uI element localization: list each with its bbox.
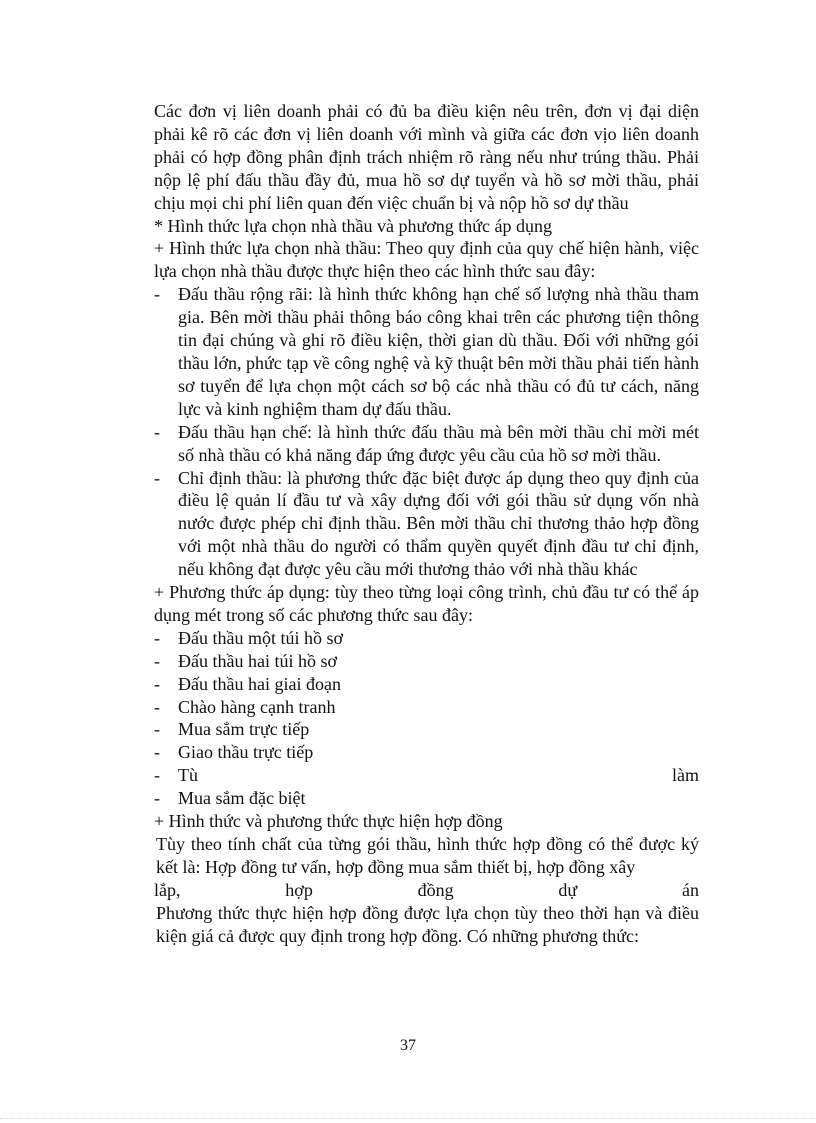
list-item	[154, 673, 699, 696]
list-item-text: Đấu thầu một túi hồ sơ	[178, 627, 344, 648]
list-item-text: Chào hàng cạnh tranh	[178, 696, 336, 717]
list-dash: -	[154, 719, 160, 740]
list-dash: -	[154, 627, 160, 648]
list-item	[154, 787, 699, 810]
spread-word: lắp,	[154, 879, 181, 900]
list-dash: -	[154, 673, 160, 694]
page-bottom-border	[0, 1118, 816, 1119]
list-item	[154, 696, 699, 719]
list-dash: -	[154, 284, 160, 305]
list-item-text: Giao thầu trực tiếp	[178, 742, 314, 763]
list-dash: -	[154, 765, 160, 786]
list-item-text: Chỉ định thầu: là phương thức đặc biệt được áp dụng theo quy định của điều lệ quản lí đầu tư và xây dựng đối với gói thầu sử dụng vốn nhà nước được phép chỉ định thầu. Bên mời thầu chỉ thương thảo hợp đồng với một nhà thầu do người có thẩm quyền quyết định đầu tư chỉ định, nếu không đạt được yêu cầu mới thương thảo với nhà thầu khác	[178, 467, 699, 580]
list-item	[154, 741, 699, 764]
section-heading-contract: + Hình thức và phương thức thực hiện hợp đồng	[154, 811, 503, 832]
list-dash: -	[154, 650, 160, 671]
document-page	[154, 100, 699, 948]
list-item	[154, 467, 699, 582]
list-item-text: Đấu thầu hai giai đoạn	[178, 673, 341, 694]
section-heading-forms: * Hình thức lựa chọn nhà thầu và phương thức áp dụng	[154, 215, 552, 236]
list-item	[154, 421, 699, 467]
spread-word: hợp	[285, 879, 313, 900]
paragraph-methods-intro: + Phương thức áp dụng: tùy theo từng loại công trình, chủ đầu tư có thể áp dụng mét trong số các phương thức sau đây:	[154, 582, 699, 625]
list-dash: -	[154, 421, 160, 442]
paragraph-contract-methods: Phương thức thực hiện hợp đồng được lựa chọn tùy theo thời hạn và điều kiện giá cả được quy định trong hợp đồng. Có những phương thức:	[156, 902, 699, 946]
list-dash: -	[154, 742, 160, 763]
spread-word: đồng	[417, 879, 454, 900]
list-item	[154, 650, 699, 673]
spread-word: án	[681, 879, 699, 900]
forms-list	[154, 283, 699, 581]
list-item-text: Mua sắm trực tiếp	[178, 719, 310, 740]
paragraph-forms-intro: + Hình thức lựa chọn nhà thầu: Theo quy định của quy chế hiện hành, việc lựa chọn nhà thầu được thực hiện theo các hình thức sau đây:	[154, 238, 699, 282]
list-item	[154, 718, 699, 741]
page-number: 37	[400, 1037, 416, 1054]
list-item-text-right: làm	[672, 765, 699, 786]
list-item-text: Đấu thầu hạn chế: là hình thức đấu thầu mà bên mời thầu chỉ mời mét số nhà thầu có khả năng đáp ứng được yêu cầu của hồ sơ mời thầu.	[178, 421, 699, 465]
list-item-text: Mua sắm đặc biệt	[178, 788, 306, 809]
list-item-text: Đấu thầu rộng rãi: là hình thức không hạn chế số lượng nhà thầu tham gia. Bên mời thầu phải thông báo công khai trên các phương tiện thông tin đại chúng và ghi rõ điều kiện, thời gian dù thầu. Đối với những gói thầu lớn, phức tạp về công nghệ và kỹ thuật bên mời thầu phải tiến hành sơ tuyển để lựa chọn một cách sơ bộ các nhà thầu có đủ tư cách, năng lực và kinh nghiệm tham dự đấu thầu.	[178, 284, 699, 419]
list-item	[154, 764, 699, 787]
spread-word: dự	[558, 879, 578, 900]
list-dash: -	[154, 788, 160, 809]
paragraph-joint-venture: Các đơn vị liên doanh phải có đủ ba điều kiện nêu trên, đơn vị đại diện phải kê rõ các đơn vị liên doanh với mình và giữa các đơn vịo liên doanh phải có hợp đồng phân định trách nhiệm rõ ràng nếu như trúng thầu. Phải nộp lệ phí đấu thầu đầy đủ, mua hồ sơ dự tuyển và hồ sơ mời thầu, phải chịu mọi chi phí liên quan đến việc chuẩn bị và nộp hồ sơ dự thầu	[154, 101, 699, 213]
paragraph-contract-types: Tùy theo tính chất của từng gói thầu, hình thức hợp đồng có thể được ký kết là: Hợp đồng tư vấn, hợp đồng mua sắm thiết bị, hợp đồng xây	[156, 834, 699, 877]
list-item-text: Đấu thầu hai túi hồ sơ	[178, 650, 337, 671]
list-item	[154, 627, 699, 650]
list-dash: -	[154, 696, 160, 717]
list-item-split	[178, 764, 699, 787]
methods-list	[154, 627, 699, 810]
list-item	[154, 283, 699, 420]
list-item-text-left: Tù	[178, 765, 198, 786]
paragraph-contract-spread-line	[154, 879, 699, 902]
list-dash: -	[154, 467, 160, 488]
